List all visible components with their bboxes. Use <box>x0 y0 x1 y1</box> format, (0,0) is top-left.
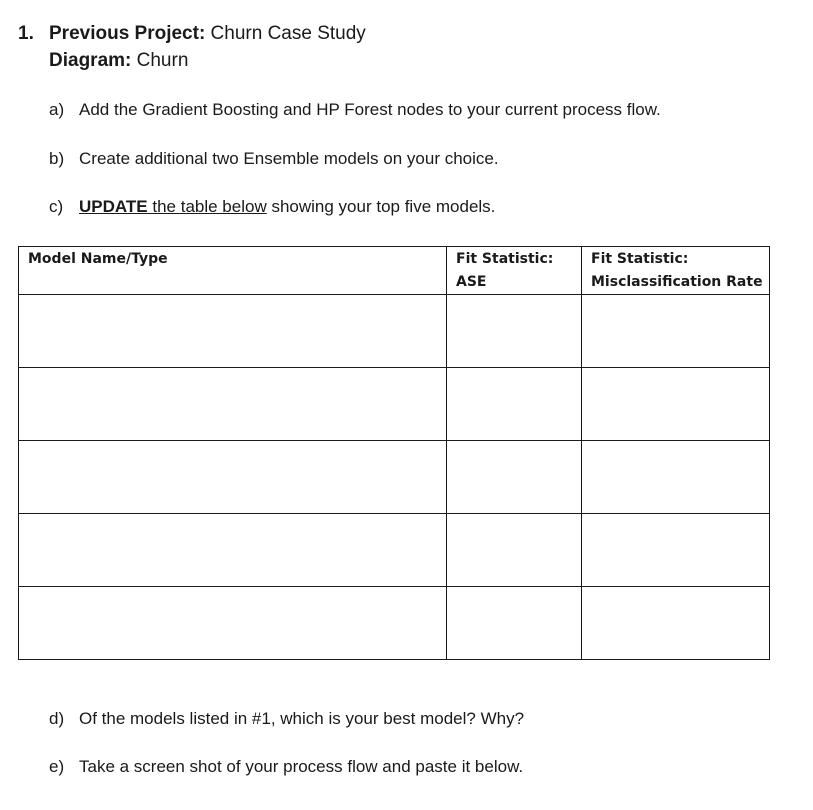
header-model-name-type <box>19 247 447 295</box>
item-a-text: Add the Gradient Boosting and HP Forest nodes to your current process flow. <box>79 100 661 119</box>
cell-ase[interactable] <box>447 587 582 660</box>
cell-misclassification[interactable] <box>582 441 770 514</box>
cell-model[interactable] <box>19 587 447 660</box>
cell-model[interactable] <box>19 295 447 368</box>
diagram-line <box>49 50 188 72</box>
header-ase-line1: Fit Statistic: <box>456 251 554 267</box>
table-header-row <box>19 247 770 295</box>
item-b <box>49 149 769 169</box>
item-d-text: Of the models listed in #1, which is your best model? Why? <box>79 709 525 728</box>
project-label: Previous Project: <box>49 23 206 44</box>
project-line <box>49 23 366 45</box>
cell-model[interactable] <box>19 514 447 587</box>
cell-model[interactable] <box>19 368 447 441</box>
item-b-text: Create additional two Ensemble models on your choice. <box>79 149 499 168</box>
item-a-marker: a) <box>49 100 65 119</box>
item-d <box>49 709 769 729</box>
cell-misclassification[interactable] <box>582 295 770 368</box>
header-misc-line2: Misclassification Rate <box>591 274 763 290</box>
project-value: Churn Case Study <box>205 23 366 44</box>
item-c-rest: showing your top five models. <box>266 197 496 216</box>
cell-ase[interactable] <box>447 441 582 514</box>
update-keyword: UPDATE <box>79 197 148 216</box>
item-b-marker: b) <box>49 149 65 168</box>
question-number: 1. <box>18 23 34 44</box>
table-row <box>19 295 770 368</box>
header-ase <box>447 247 582 295</box>
diagram-label: Diagram: <box>49 50 132 71</box>
cell-ase[interactable] <box>447 368 582 441</box>
table-below-text: the table below <box>147 197 267 216</box>
header-model-label: Model Name/Type <box>28 251 168 267</box>
item-e-text: Take a screen shot of your process flow and paste it below. <box>79 757 524 776</box>
item-a <box>49 100 769 120</box>
table-row <box>19 587 770 660</box>
cell-misclassification[interactable] <box>582 368 770 441</box>
item-c <box>49 197 769 217</box>
item-e <box>49 757 769 777</box>
cell-misclassification[interactable] <box>582 587 770 660</box>
cell-model[interactable] <box>19 441 447 514</box>
table-row <box>19 441 770 514</box>
cell-misclassification[interactable] <box>582 514 770 587</box>
cell-ase[interactable] <box>447 295 582 368</box>
table-row <box>19 514 770 587</box>
table-row <box>19 368 770 441</box>
diagram-value: Churn <box>131 50 189 71</box>
header-misclassification-rate <box>582 247 770 295</box>
item-e-marker: e) <box>49 757 65 776</box>
item-c-text <box>79 197 495 217</box>
item-c-marker: c) <box>49 197 64 216</box>
header-ase-line2: ASE <box>456 274 487 290</box>
models-table <box>18 246 770 660</box>
header-misc-line1: Fit Statistic: <box>591 251 689 267</box>
cell-ase[interactable] <box>447 514 582 587</box>
item-d-marker: d) <box>49 709 65 728</box>
